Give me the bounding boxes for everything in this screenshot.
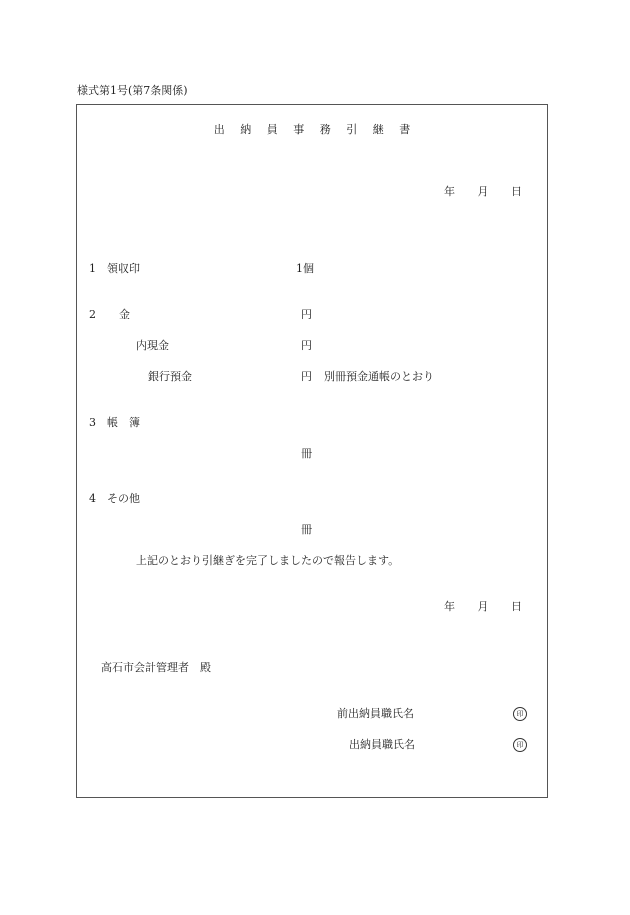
item1-value: 1個: [296, 262, 314, 275]
item3-unit: 冊: [301, 447, 312, 460]
item2-number: 2: [89, 308, 96, 321]
item3-number: 3: [89, 416, 96, 429]
seal-mark-previous: 印: [513, 707, 527, 721]
addressee: 高石市会計管理者 殿: [101, 661, 211, 674]
item1-number: 1: [89, 262, 96, 275]
day-label: 日: [511, 600, 522, 613]
seal-mark-current: 印: [513, 738, 527, 752]
item2-unit: 円: [301, 308, 312, 321]
item3-label: 帳 簿: [107, 416, 140, 429]
bank-deposit-unit: 円: [301, 370, 312, 383]
year-label: 年: [444, 185, 455, 198]
month-label: 月: [477, 600, 489, 613]
cash-unit: 円: [301, 339, 312, 352]
previous-treasurer-signature-label: 前出納員職氏名: [337, 707, 414, 720]
month-label: 月: [477, 185, 489, 198]
document-frame: [76, 104, 548, 798]
item2-label: 金: [119, 308, 130, 321]
cash-label: 内現金: [136, 339, 169, 352]
item4-number: 4: [89, 492, 96, 505]
item1-label: 領収印: [107, 262, 140, 275]
report-statement: 上記のとおり引継ぎを完了しましたので報告します。: [136, 554, 400, 567]
form-number: 様式第1号(第7条関係): [77, 84, 188, 97]
date-line-bottom: [444, 600, 522, 614]
document-title: 出 納 員 事 務 引 継 書: [213, 123, 417, 136]
treasurer-signature-label: 出納員職氏名: [349, 738, 415, 751]
date-line-top: [444, 185, 522, 199]
bank-deposit-note: 別冊預金通帳のとおり: [324, 370, 434, 383]
day-label: 日: [511, 185, 522, 198]
bank-deposit-label: 銀行預金: [148, 370, 192, 383]
item4-unit: 冊: [301, 523, 312, 536]
item4-label: その他: [107, 492, 140, 505]
year-label: 年: [444, 600, 455, 613]
